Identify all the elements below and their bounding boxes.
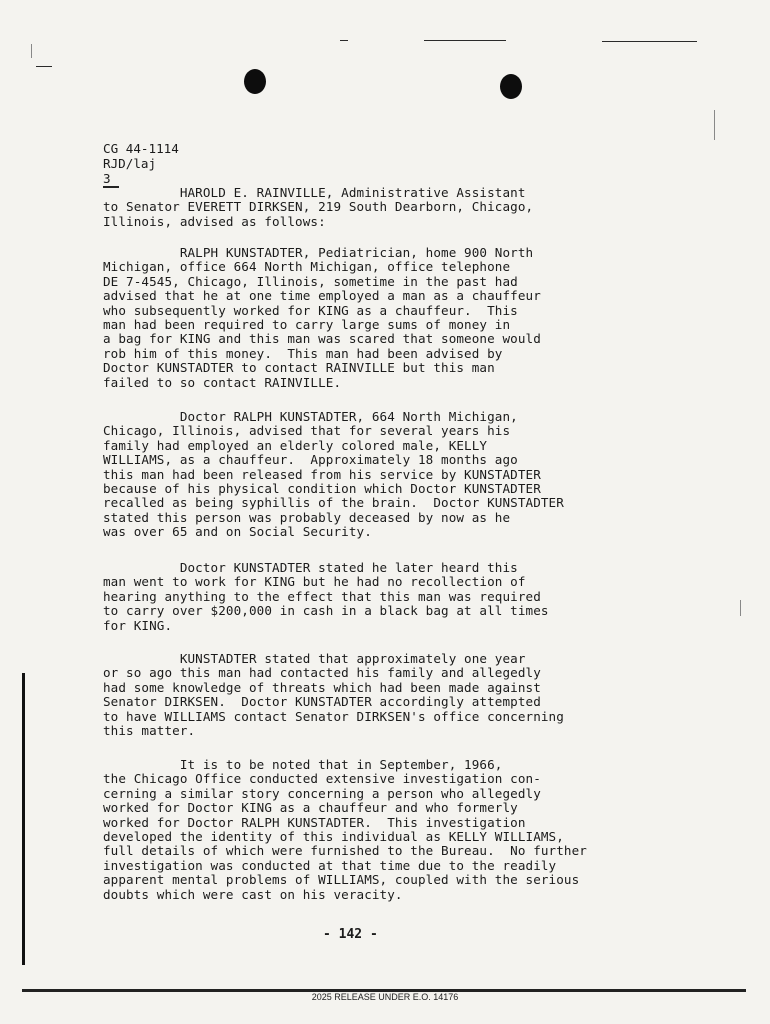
file-number: CG 44-1114: [103, 141, 179, 156]
typist-initials: RJD/laj: [103, 156, 157, 171]
page-reference: 3: [103, 171, 111, 186]
top-rule-small: [340, 40, 348, 41]
paragraph-later-heard: Doctor KUNSTADTER stated he later heard this man went to work for KING but he had no recollection of hearing anything to the effect that this man was required to carry over $200,000 in cash in a black bag at all times for KING.: [103, 560, 549, 633]
punch-hole-right: [500, 74, 522, 99]
paragraph-investigation: It is to be noted that in September, 1966, the Chicago Office conducted extensive investigation con- cerning a similar story concerning a person who allegedly worked for Doctor KING as a chauffeur and who formerly worked for Doctor RALPH KUNSTADTER. This investigation developed the identity of this individual as KELLY WILLIAMS, full details of which were furnished to the Bureau. No further investigation was conducted at that time due to the readily apparent mental problems of WILLIAMS, coupled with the serious doubts which were cast on his veracity.: [103, 757, 587, 902]
scan-speck: [31, 44, 32, 58]
scan-speck: [740, 600, 741, 616]
top-rule-left: [424, 40, 506, 41]
paragraph-kelly-williams: Doctor RALPH KUNSTADTER, 664 North Michigan, Chicago, Illinois, advised that for several years his family had employed an elderly colored male, KELLY WILLIAMS, as a chauffeur. Approximately 18 months ago this man had been released from his service by KUNSTADTER because of his physical condition which Doctor KUNSTADTER recalled as being syphillis of the brain. Doctor KUNSTADTER stated this person was probably deceased by now as he was over 65 and on Social Security.: [103, 409, 564, 540]
paragraph-rainville: HAROLD E. RAINVILLE, Administrative Assistant to Senator EVERETT DIRKSEN, 219 South Dearborn, Chicago, Illinois, advised as follows:: [103, 185, 534, 229]
scan-speck: [714, 110, 715, 140]
left-margin-tick: [36, 66, 52, 67]
page-number: - 142 -: [323, 927, 378, 942]
paragraph-kunstadter-advised: RALPH KUNSTADTER, Pediatrician, home 900 North Michigan, office 664 North Michigan, office telephone DE 7-4545, Chicago, Illinois, sometime in the past had advised that he at one time employed a man as a chauffeur who subsequently worked for KING as a chauffeur. This man had been required to carry large sums of money in a bag for KING and this man was scared that someone would rob him of this money. This man had been advised by Doctor KUNSTADTER to contact RAINVILLE but this man failed to so contact RAINVILLE.: [103, 245, 541, 390]
punch-hole-left: [244, 69, 266, 94]
paragraph-threats: KUNSTADTER stated that approximately one year or so ago this man had contacted his family and allegedly had some knowledge of threats which had been made against Senator DIRKSEN. Doctor KUNSTADTER accordingly attempted to have WILLIAMS contact Senator DIRKSEN's office concerning this matter.: [103, 651, 564, 739]
release-footer: 2025 RELEASE UNDER E.O. 14176: [311, 992, 459, 1002]
document-header: [103, 141, 179, 186]
top-rule-right: [602, 41, 697, 42]
left-margin-bar: [22, 673, 25, 965]
